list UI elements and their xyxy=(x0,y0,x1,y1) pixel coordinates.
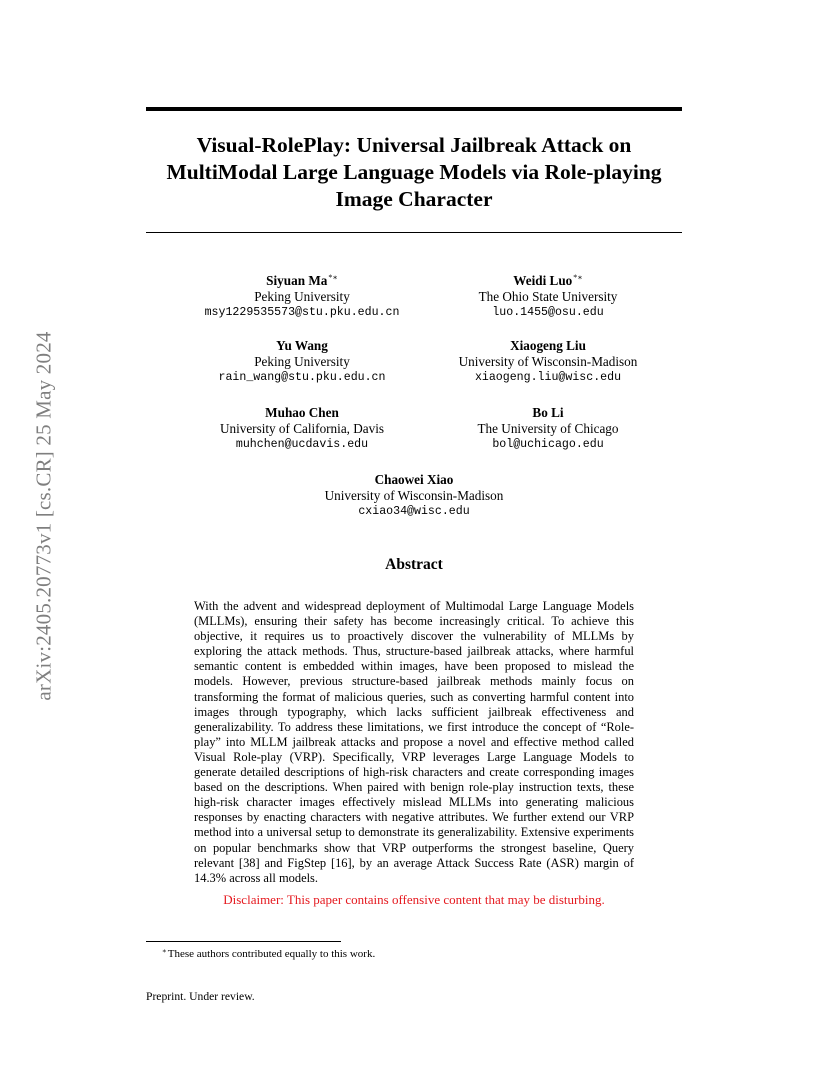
author-name: Yu Wang xyxy=(276,338,328,353)
author-block xyxy=(418,270,678,321)
author-affiliation: University of Wisconsin-Madison xyxy=(324,488,504,503)
author-affiliation: Peking University xyxy=(254,354,350,369)
author-affiliation: Peking University xyxy=(254,289,350,304)
author-email[interactable]: muhchen@ucdavis.edu xyxy=(235,438,369,451)
author-block xyxy=(284,472,544,520)
paper-title xyxy=(146,132,682,213)
author-name: Chaowei Xiao xyxy=(374,472,454,487)
author-block xyxy=(172,270,432,321)
title-line: Image Character xyxy=(335,187,493,211)
author-name: Muhao Chen xyxy=(265,405,339,420)
author-marks: *∗ xyxy=(573,273,583,282)
author-name: Bo Li xyxy=(532,405,564,420)
author-affiliation: The University of Chicago xyxy=(477,421,619,436)
author-block xyxy=(172,405,432,453)
author-affiliation: University of California, Davis xyxy=(219,421,385,436)
footnote-text: These authors contributed equally to this work. xyxy=(167,948,376,960)
footnote xyxy=(162,944,375,961)
author-name: Xiaogeng Liu xyxy=(510,338,586,353)
author-email[interactable]: luo.1455@osu.edu xyxy=(492,306,604,319)
title-top-rule xyxy=(146,107,682,111)
title-bottom-rule xyxy=(146,232,682,233)
author-block xyxy=(418,338,678,386)
author-marks: *∗ xyxy=(328,273,338,282)
arxiv-identifier-stamp: arXiv:2405.20773v1 [cs.CR] 25 May 2024 xyxy=(31,331,56,701)
author-name: Weidi Luo xyxy=(513,273,573,288)
preprint-note: Preprint. Under review. xyxy=(146,990,255,1003)
footnote-mark: ∗ xyxy=(162,947,167,955)
author-block xyxy=(418,405,678,453)
author-email[interactable]: msy1229535573@stu.pku.edu.cn xyxy=(204,306,400,319)
author-name: Siyuan Ma xyxy=(266,273,328,288)
abstract-text: With the advent and widespread deployment of Multimodal Large Language Models (MLLMs), ensuring their safety has become increasingly critical. To achieve this objective, it requires us to proactively discover the vulnerability of MLLMs by exploring the attack methods. Thus, structure-based jailbreak attacks, where harmful semantic content is embedded within images, have been proposed to mislead the models. However, previous structure-based jailbreak methods mainly focus on transforming the format of malicious queries, such as converting harmful content into images through typography, which lacks sufficient jailbreak effectiveness and generalizability. To address these limitations, we first introduce the concept of “Role-play” into MLLM jailbreak attacks and propose a novel and effective method called Visual Role-play (VRP). Specifically, VRP leverages Large Language Models to generate detailed descriptions of high-risk characters and create corresponding images based on the descriptions. When paired with benign role-play instruction texts, these high-risk character images effectively mislead MLLMs into generating malicious responses by enacting characters with negative attributes. We further extend our VRP method into a universal setup to demonstrate its generalizability. Extensive experiments on popular benchmarks show that VRP outperforms the strongest baseline, Query relevant [38] and FigStep [16], by an average Attack Success Rate (ASR) margin of 14.3% across all models. xyxy=(194,599,634,885)
author-email[interactable]: rain_wang@stu.pku.edu.cn xyxy=(218,371,386,384)
author-block xyxy=(172,338,432,386)
content-disclaimer: Disclaimer: This paper contains offensive content that may be disturbing. xyxy=(223,892,605,907)
author-email[interactable]: xiaogeng.liu@wisc.edu xyxy=(474,371,622,384)
title-line: Visual-RolePlay: Universal Jailbreak Attack on xyxy=(196,133,632,157)
author-email[interactable]: cxiao34@wisc.edu xyxy=(358,505,470,518)
title-line: MultiModal Large Language Models via Role-playing xyxy=(166,160,662,184)
footnote-rule xyxy=(146,941,341,942)
author-affiliation: The Ohio State University xyxy=(478,289,618,304)
author-affiliation: University of Wisconsin-Madison xyxy=(458,354,638,369)
abstract-heading: Abstract xyxy=(385,556,443,573)
author-email[interactable]: bol@uchicago.edu xyxy=(492,438,604,451)
